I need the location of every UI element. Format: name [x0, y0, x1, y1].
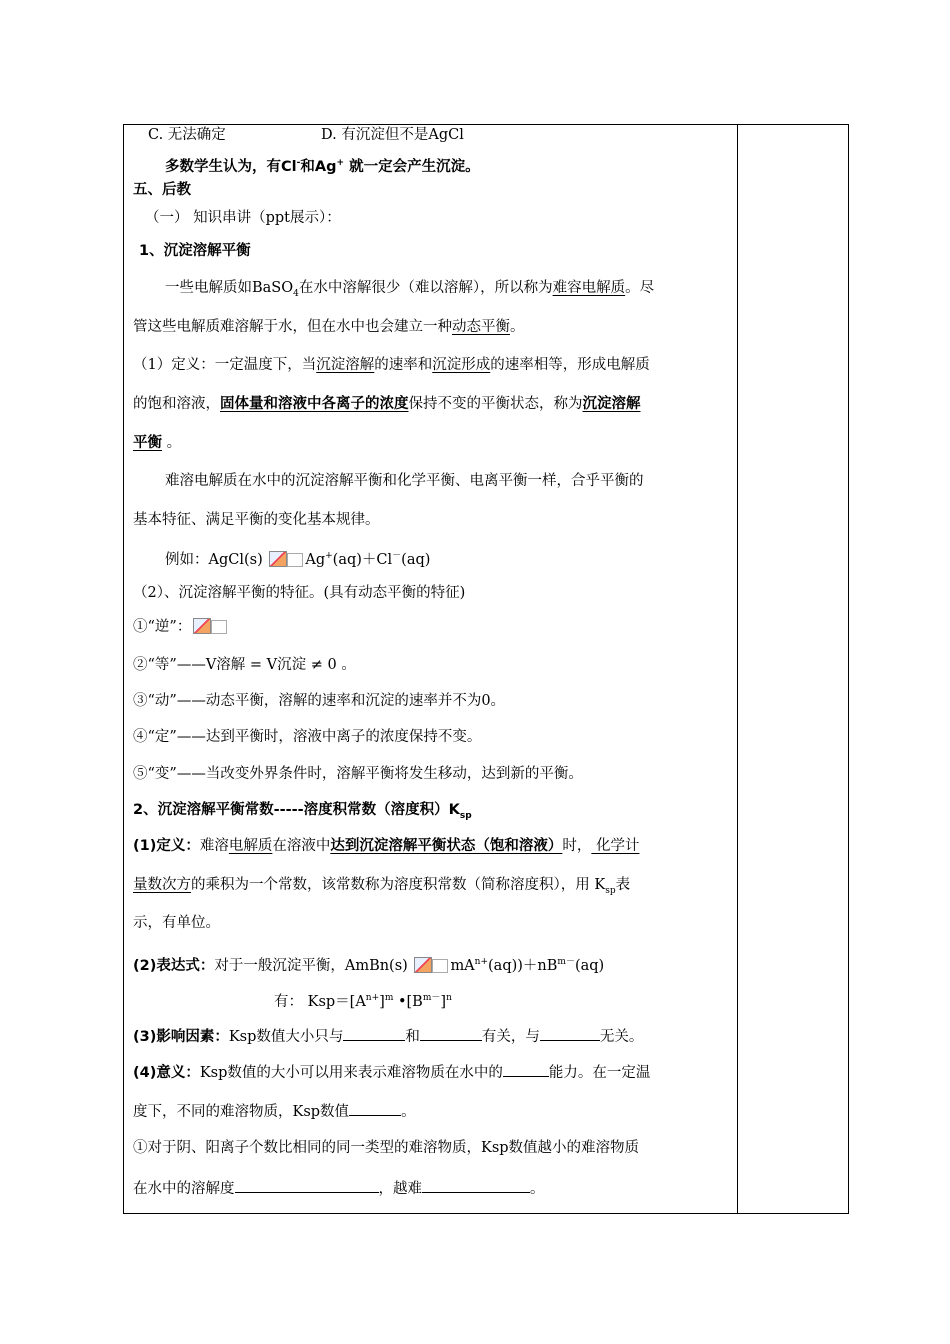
- option-d: D. 有沉淀但不是AgCl: [321, 127, 464, 143]
- fill-blank[interactable]: [349, 1101, 401, 1116]
- factors-line: (3)影响因素：Ksp数值大小只与 和 有关，与 无关。: [133, 1026, 643, 1046]
- topic-heading-2: 2、沉淀溶解平衡常数-----溶度积常数（溶度积）$K_{sp}$: [133, 802, 472, 821]
- equilibrium-arrow-icon: [269, 551, 303, 567]
- features-heading: （2）、沉淀溶解平衡的特征。(具有动态平衡的特征): [133, 585, 466, 601]
- definition-line: 的饱和溶液，固体量和溶液中各离子的浓度保持不变的平衡状态，称为沉淀溶解: [133, 396, 641, 412]
- feature-item: ②“等”——V溶解 = V沉淀 ≠ 0 。: [133, 657, 356, 673]
- feature-item: ①“逆”：: [133, 618, 229, 636]
- column-divider: [737, 124, 738, 1214]
- option-line: [148, 126, 464, 144]
- rule-line: ①对于阴、阳离子个数比相同的同一类型的难溶物质，Ksp数值越小的难溶物质: [133, 1140, 640, 1156]
- feature-item: ④“定”——达到平衡时，溶液中离子的浓度保持不变。: [133, 729, 482, 745]
- rule-line: 在水中的溶解度 ，越难 。: [133, 1178, 545, 1198]
- paragraph-line: 管这些电解质难溶解于水，但在水中也会建立一种动态平衡。: [133, 319, 525, 335]
- topic-heading-1: 1、沉淀溶解平衡: [139, 243, 251, 259]
- equilibrium-arrow-icon: [193, 618, 227, 634]
- fill-blank[interactable]: [422, 1178, 530, 1193]
- subsection-heading: （一） 知识串讲（ppt展示）：: [145, 210, 341, 226]
- feature-item: ③“动”——动态平衡，溶解的速率和沉淀的速率并不为0。: [133, 693, 506, 709]
- ksp-definition-line: (1)定义：难溶电解质在溶液中达到沉淀溶解平衡状态（饱和溶液）时， 化学计: [133, 838, 640, 854]
- meaning-line: (4)意义：Ksp数值的大小可以用来表示难溶物质在水中的 能力。在一定温: [133, 1062, 650, 1082]
- feature-item: ⑤“变”——当改变外界条件时，溶解平衡将发生移动，达到新的平衡。: [133, 766, 583, 782]
- paragraph-line: 基本特征、满足平衡的变化基本规律。: [133, 512, 380, 528]
- expression-line: (2)表达式：对于一般沉淀平衡，AmBn(s) $mA^{n+}(aq))+nB^{m-}(aq)$: [133, 957, 605, 974]
- ksp-definition-line: 示，有单位。: [133, 915, 220, 931]
- definition-line: 平衡 。: [133, 435, 182, 451]
- equilibrium-arrow-icon: [414, 957, 448, 973]
- meaning-line: 度下，不同的难溶物质，Ksp数值 。: [133, 1101, 416, 1121]
- fill-blank[interactable]: [235, 1178, 379, 1193]
- paragraph-line: 难溶电解质在水中的沉淀溶解平衡和化学平衡、电离平衡一样，合乎平衡的: [165, 473, 644, 489]
- fill-blank[interactable]: [343, 1026, 405, 1041]
- ksp-definition-line: 量数次方的乘积为一个常数，该常数称为溶度积常数（简称溶度积），用 $K_{sp}$表: [133, 877, 631, 896]
- paragraph-line: 一些电解质如BaSO$_4$在水中溶解很少（难以溶解），所以称为难容电解质。尽: [165, 280, 655, 299]
- fill-blank[interactable]: [503, 1062, 549, 1077]
- example-equation: 例如：AgCl(s) Ag+(aq)＋Cl－(aq): [165, 551, 431, 568]
- fill-blank[interactable]: [420, 1026, 482, 1041]
- fill-blank[interactable]: [540, 1026, 600, 1041]
- definition-line: （1）定义：一定温度下，当沉淀溶解的速率和沉淀形成的速率相等，形成电解质: [133, 357, 650, 373]
- section-heading: 五、后教: [133, 182, 191, 198]
- option-c: C. 无法确定: [148, 127, 226, 143]
- student-note: 多数学生认为，有Cl-和Ag+ 就一定会产生沉淀。: [165, 158, 480, 175]
- ksp-formula: 有： $Ksp=[A^{n+}]^m$ $•[B^{m-}]^n$: [274, 993, 452, 1010]
